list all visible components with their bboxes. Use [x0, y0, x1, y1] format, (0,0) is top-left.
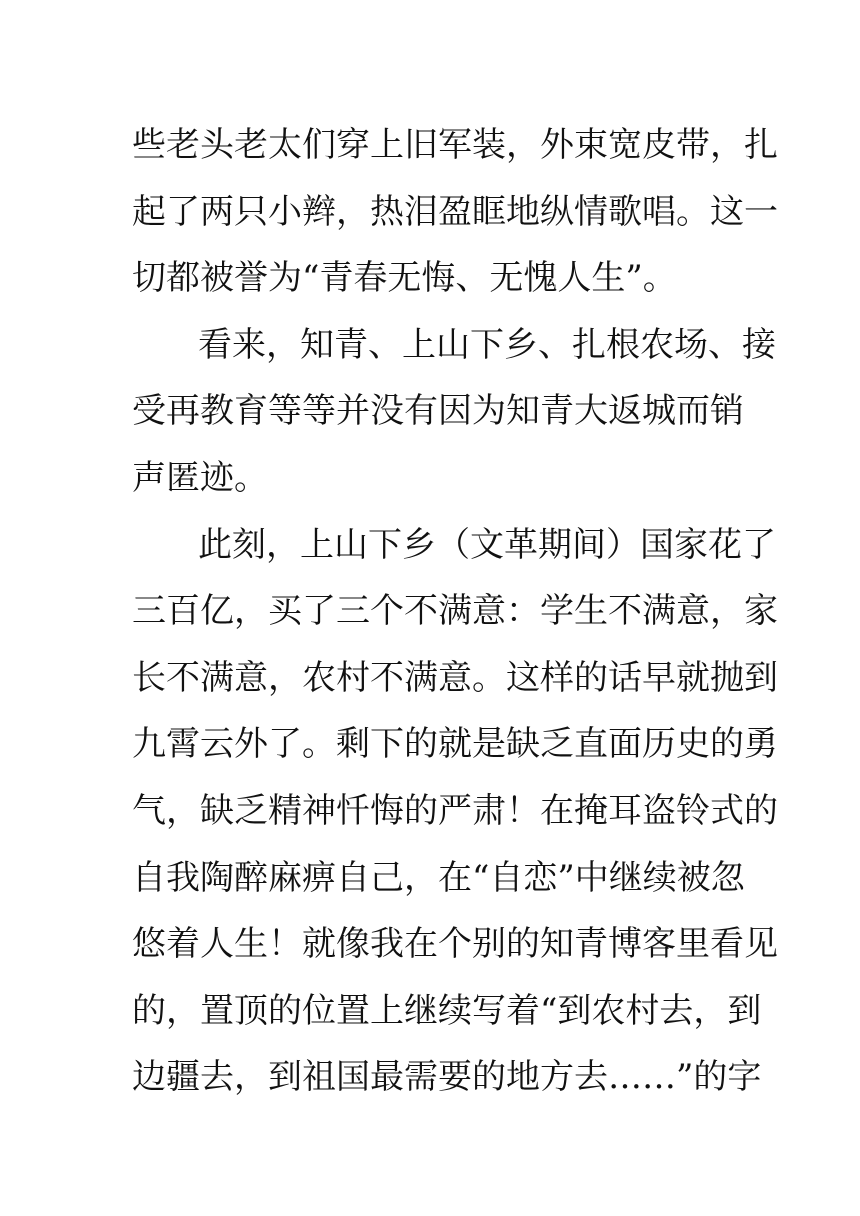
text-line: 声匿迹。	[132, 457, 268, 498]
text-line: 些老头老太们穿上旧军装，外束宽皮带，扎	[132, 125, 778, 165]
text-line: 九霄云外了。剩下的就是缺乏直面历史的勇	[132, 724, 778, 765]
paragraph-first-line: 看来，知青、上山下乡、扎根农场、接	[198, 324, 776, 365]
text-line: 长不满意，农村不满意。这样的话早就抛到	[132, 657, 778, 698]
text-line: 的，置顶的位置上继续写着“到农村去，到	[132, 990, 762, 1031]
text-line: 三百亿，买了三个不满意：学生不满意，家	[132, 591, 778, 632]
text-line: 受再教育等等并没有因为知青大返城而销	[132, 391, 744, 432]
text-line: 边疆去，到祖国最需要的地方去……”的字	[132, 1057, 762, 1098]
text-line: 气，缺乏精神忏悔的严肃！在掩耳盗铃式的	[132, 790, 778, 831]
text-line: 自我陶醉麻痹自己，在“自恋”中继续被忽	[132, 857, 745, 898]
body-text	[132, 112, 778, 1111]
text-line: 悠着人生！就像我在个别的知青博客里看见	[132, 924, 778, 965]
paragraph-first-line: 此刻，上山下乡（文革期间）国家花了	[198, 524, 776, 565]
text-line: 起了两只小辫，热泪盈眶地纵情歌唱。这一	[132, 191, 778, 232]
text-line: 切都被誉为“青春无悔、无愧人生”。	[132, 258, 677, 299]
